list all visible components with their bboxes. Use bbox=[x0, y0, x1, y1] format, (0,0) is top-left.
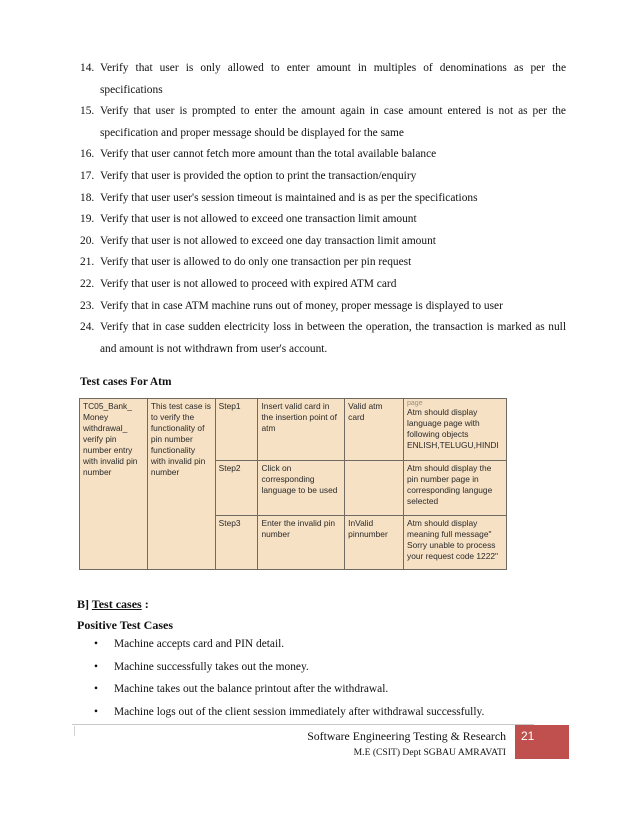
action-cell: Click on corresponding language to be used bbox=[258, 461, 345, 516]
item-text: Verify that user is only allowed to enter amount in multiples of denominations as per the specifications bbox=[100, 62, 566, 96]
test-cases-heading: Test cases For Atm bbox=[80, 376, 172, 388]
footer-title: Software Engineering Testing & Research bbox=[307, 729, 506, 743]
item-text: Verify that in case ATM machine runs out of money, proper message is displayed to user bbox=[100, 299, 503, 312]
item-text: Verify that user is prompted to enter the amount again in case amount entered is not as per the specification and proper message should be displayed for the same bbox=[100, 105, 566, 139]
test-data-cell: Valid atm card bbox=[345, 399, 404, 461]
bullet-dot: • bbox=[94, 660, 98, 673]
section-b-heading bbox=[77, 597, 149, 612]
item-number: 14. bbox=[80, 62, 95, 74]
step-cell: Step3 bbox=[215, 516, 258, 570]
test-data-cell bbox=[345, 461, 404, 516]
test-case-table bbox=[79, 398, 507, 570]
footer-left-tick bbox=[74, 726, 75, 736]
item-number: 18. bbox=[80, 191, 95, 204]
expected-result-cell bbox=[404, 399, 507, 461]
item-number: 19. bbox=[80, 213, 95, 226]
step-cell: Step2 bbox=[215, 461, 258, 516]
footer-divider bbox=[72, 724, 534, 725]
expected-result-cell: Atm should display the pin number page in corresponding languge selected bbox=[404, 461, 507, 516]
list-item bbox=[80, 166, 566, 188]
footer-subtitle: M.E (CSIT) Dept SGBAU AMRAVATI bbox=[353, 747, 506, 758]
bullet-item bbox=[92, 678, 522, 701]
section-b-label: Test cases bbox=[91, 597, 142, 611]
step-cell: Step1 bbox=[215, 399, 258, 461]
item-number: 22. bbox=[80, 277, 95, 290]
list-item bbox=[80, 101, 566, 144]
item-text: Verify that user is not allowed to exceed one day transaction limit amount bbox=[100, 234, 436, 247]
list-item bbox=[80, 274, 566, 296]
page-number-box bbox=[515, 725, 569, 759]
action-cell: Insert valid card in the insertion point of atm bbox=[258, 399, 345, 461]
item-number: 20. bbox=[80, 234, 95, 247]
list-item bbox=[80, 188, 566, 210]
item-text: Verify that user is not allowed to proceed with expired ATM card bbox=[100, 277, 397, 290]
bullet-dot: • bbox=[94, 705, 98, 718]
item-text: Verify that user cannot fetch more amount than the total available balance bbox=[100, 148, 437, 161]
list-item bbox=[80, 252, 566, 274]
list-item bbox=[80, 209, 566, 231]
bullet-item bbox=[92, 633, 522, 656]
item-text: Verify that user is provided the option to print the transaction/enquiry bbox=[100, 169, 417, 182]
section-b-suffix: : bbox=[144, 597, 149, 611]
bullet-item bbox=[92, 701, 522, 724]
expected-result-cell: Atm should display meaning full message" Sorry unable to process your request code 1222" bbox=[404, 516, 507, 570]
list-item bbox=[80, 317, 566, 360]
cut-off-text-fragment: page bbox=[407, 400, 423, 407]
verification-list bbox=[80, 58, 566, 360]
action-cell: Enter the invalid pin number bbox=[258, 516, 345, 570]
item-text: Verify that in case sudden electricity loss in between the operation, the transaction is marked as null and amount is not withdrawn from user's account. bbox=[100, 321, 566, 355]
bullet-text: Machine successfully takes out the money. bbox=[114, 660, 309, 673]
item-text: Verify that user is not allowed to exceed one transaction limit amount bbox=[100, 213, 417, 226]
item-number: 24. bbox=[80, 321, 95, 334]
test-data-cell: InValid pinnumber bbox=[345, 516, 404, 570]
item-number: 21. bbox=[80, 256, 95, 269]
item-number: 15. bbox=[80, 105, 95, 118]
list-item bbox=[80, 296, 566, 318]
page-number: 21 bbox=[521, 729, 535, 743]
item-number: 23. bbox=[80, 299, 95, 312]
list-item bbox=[80, 231, 566, 253]
positive-test-cases-heading: Positive Test Cases bbox=[77, 618, 173, 632]
positive-test-case-list bbox=[92, 633, 522, 723]
test-case-description-cell: This test case is to verify the functionality of pin number functionality with invalid pin number bbox=[147, 399, 215, 570]
item-text: Verify that user user's session timeout is maintained and is as per the specifications bbox=[100, 191, 478, 204]
list-item bbox=[80, 144, 566, 166]
bullet-dot: • bbox=[94, 638, 98, 650]
item-text: Verify that user is allowed to do only one transaction per pin request bbox=[100, 256, 412, 269]
expected-result-text: Atm should display language page with following objects ENLISH,TELUGU,HINDI bbox=[407, 407, 499, 450]
bullet-dot: • bbox=[94, 683, 98, 695]
bullet-text: Machine takes out the balance printout after the withdrawal. bbox=[114, 683, 389, 695]
item-number: 16. bbox=[80, 148, 95, 161]
bullet-text: Machine accepts card and PIN detail. bbox=[114, 638, 285, 650]
bullet-item bbox=[92, 656, 522, 679]
section-b-prefix: B] bbox=[77, 597, 89, 611]
bullet-text: Machine logs out of the client session immediately after withdrawal successfully. bbox=[114, 705, 485, 718]
item-number: 17. bbox=[80, 169, 95, 182]
list-item bbox=[80, 58, 566, 101]
test-case-id-cell: TC05_Bank_ Money withdrawal_ verify pin number entry with invalid pin number bbox=[80, 399, 148, 570]
